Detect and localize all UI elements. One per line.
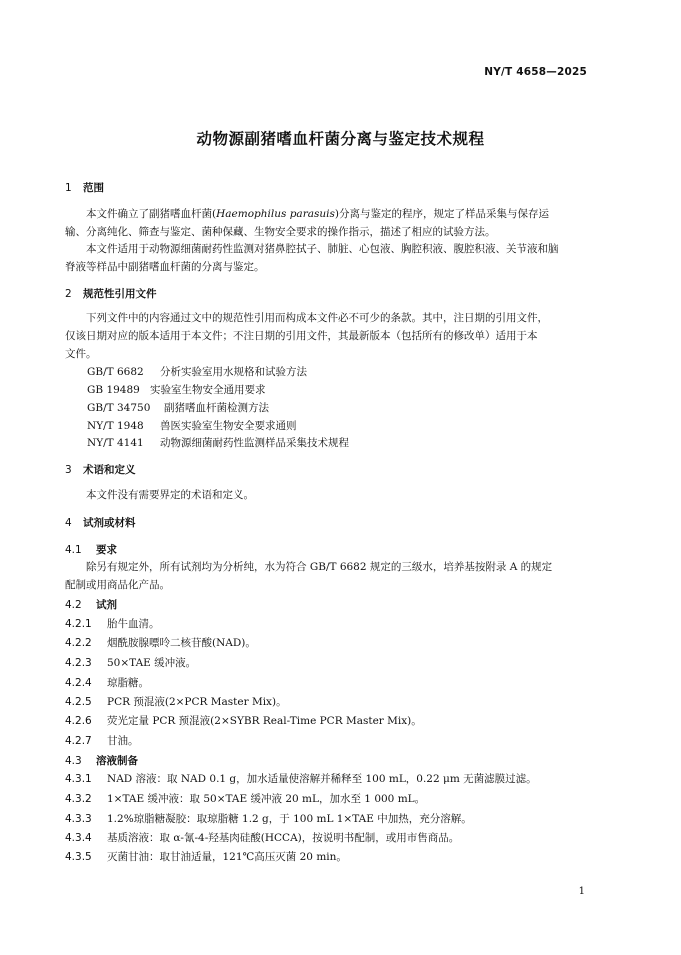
section-title: 规范性引用文件: [83, 288, 157, 300]
reference-name: 实验室生物安全通用要求: [150, 384, 266, 396]
item-text: 甘油。: [107, 735, 139, 747]
subsection-title: 试剂: [96, 599, 117, 611]
subsection-number: 4.1: [65, 544, 82, 556]
item-number: 4.2.7: [65, 735, 92, 747]
paragraph-line: 配制或用商品化产品。: [65, 579, 170, 591]
paragraph-line: 输、分离纯化、筛查与鉴定、菌种保藏、生物安全要求的操作指示，描述了相应的试验方法。: [65, 226, 496, 238]
section-number: 3: [65, 464, 72, 476]
item-text: 基质溶液：取 α-氰-4-羟基肉硅酸(HCCA)，按说明书配制，或用市售商品。: [107, 832, 460, 844]
item-text: 胎牛血清。: [107, 618, 160, 630]
reference-code: NY/T 4141: [87, 437, 144, 449]
paragraph-line: 除另有规定外，所有试剂均为分析纯，水为符合 GB/T 6682 规定的三级水，培养基按附录 A 的规定: [86, 561, 553, 573]
section-number: 4: [65, 517, 72, 529]
paragraph-line: 文件。: [65, 348, 97, 360]
reference-code: GB 19489: [87, 384, 140, 396]
paragraph-line: 脊液等样品中副猪嗜血杆菌的分离与鉴定。: [65, 261, 265, 273]
item-number: 4.2.2: [65, 637, 92, 649]
reference-code: GB/T 34750: [87, 402, 151, 414]
reference-name: 兽医实验室生物安全要求通则: [160, 420, 297, 432]
reference-code: NY/T 1948: [87, 420, 144, 432]
item-number: 4.2.5: [65, 696, 92, 708]
paragraph-line: 下列文件中的内容通过文中的规范性引用而构成本文件必不可少的条款。其中，注日期的引用文件，: [86, 312, 548, 324]
section-title: 术语和定义: [83, 464, 136, 476]
item-number: 4.2.4: [65, 677, 92, 689]
page-number: 1: [578, 886, 585, 897]
paragraph-line: 本文件适用于动物源细菌耐药性监测对猪鼻腔拭子、肺脏、心包液、胸腔积液、腹腔积液、关节液和脑: [86, 243, 559, 255]
item-number: 4.3.4: [65, 832, 92, 844]
item-number: 4.3.1: [65, 773, 92, 785]
reference-name: 分析实验室用水规格和试验方法: [160, 366, 307, 378]
document-title: 动物源副猪嗜血杆菌分离与鉴定技术规程: [196, 130, 485, 148]
item-number: 4.3.2: [65, 793, 92, 805]
item-number: 4.2.3: [65, 657, 92, 669]
subsection-number: 4.2: [65, 599, 82, 611]
section-number: 1: [65, 182, 72, 194]
section-title: 范围: [83, 182, 104, 194]
item-text: 50×TAE 缓冲液。: [107, 657, 197, 669]
section-number: 2: [65, 288, 72, 300]
item-number: 4.2.6: [65, 715, 92, 727]
paragraph-line: 本文件没有需要界定的术语和定义。: [86, 489, 254, 501]
item-number: 4.2.1: [65, 618, 92, 630]
paragraph-line: 本文件确立了副猪嗜血杆菌(Haemophilus parasuis)分离与鉴定的程序，规定了样品采集与保存运: [86, 208, 549, 220]
item-text: PCR 预混液(2×PCR Master Mix)。: [107, 696, 287, 708]
item-text: 1×TAE 缓冲液：取 50×TAE 缓冲液 20 mL，加水至 1 000 mL。: [107, 793, 426, 805]
item-text: NAD 溶液：取 NAD 0.1 g，加水适量使溶解并稀释至 100 mL，0.22 μm 无菌滤膜过滤。: [107, 773, 537, 785]
item-number: 4.3.3: [65, 813, 92, 825]
subsection-title: 溶液制备: [96, 755, 138, 767]
paragraph-line: 仅该日期对应的版本适用于本文件；不注日期的引用文件，其最新版本（包括所有的修改单）适用于本: [65, 330, 538, 342]
species-name: Haemophilus parasuis: [216, 208, 335, 220]
reference-name: 副猪嗜血杆菌检测方法: [164, 402, 269, 414]
standard-code: NY/T 4658—2025: [484, 66, 587, 78]
item-text: 1.2%琼脂糖凝胶：取琼脂糖 1.2 g，于 100 mL 1×TAE 中加热，充分溶解。: [107, 813, 472, 825]
item-text: 荧光定量 PCR 预混液(2×SYBR Real-Time PCR Master Mix)。: [107, 715, 422, 727]
item-text: 灭菌甘油：取甘油适量，121℃高压灭菌 20 min。: [107, 851, 347, 863]
reference-code: GB/T 6682: [87, 366, 144, 378]
item-text: 烟酰胺腺嘌呤二核苷酸(NAD)。: [107, 637, 256, 649]
section-title: 试剂或材料: [83, 517, 136, 529]
subsection-number: 4.3: [65, 755, 82, 767]
item-text: 琼脂糖。: [107, 677, 149, 689]
subsection-title: 要求: [96, 544, 117, 556]
reference-name: 动物源细菌耐药性监测样品采集技术规程: [160, 437, 349, 449]
item-number: 4.3.5: [65, 851, 92, 863]
